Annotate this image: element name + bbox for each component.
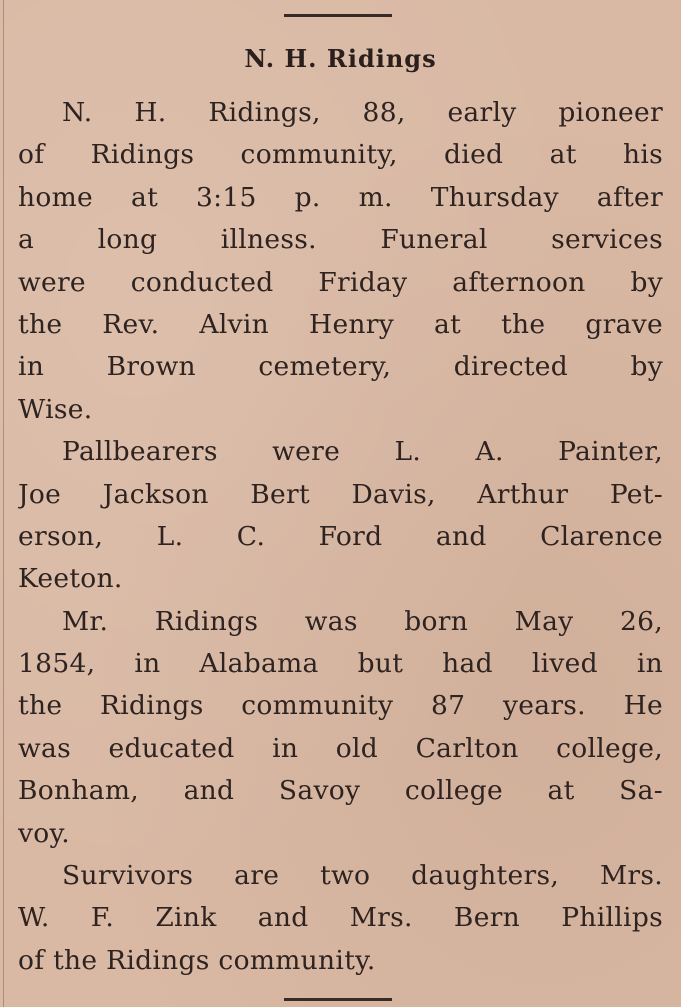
paragraph-biography: [18, 601, 663, 855]
text-line: 1854, in Alabama but had lived in: [18, 648, 663, 680]
paragraph-obituary: [18, 92, 663, 431]
text-line: was educated in old Carlton college,: [18, 732, 663, 764]
text-line: W. F. Zink and Mrs. Bern Phillips: [18, 902, 663, 934]
paragraph-survivors: [18, 855, 663, 982]
article-body: [18, 92, 663, 982]
text-line: Joe Jackson Bert Davis, Arthur Pet-: [18, 478, 663, 510]
text-line: Bonham, and Savoy college at Sa-: [18, 775, 663, 807]
text-line: of Ridings community, died at his: [18, 139, 663, 171]
text-line: N. H. Ridings, 88, early pioneer: [62, 97, 663, 128]
text-line: Keeton.: [18, 563, 123, 595]
text-line: of the Ridings community.: [18, 944, 376, 976]
text-line: the Ridings community 87 years. He: [18, 690, 663, 722]
column-rule: [3, 0, 4, 1007]
paragraph-pallbearers: [18, 431, 663, 601]
text-line: voy.: [18, 817, 71, 849]
bottom-divider: [284, 998, 392, 1001]
text-line: the Rev. Alvin Henry at the grave: [18, 308, 663, 340]
text-line: erson, L. C. Ford and Clarence: [18, 520, 663, 552]
text-line: a long illness. Funeral services: [18, 224, 663, 256]
headline: N. H. Ridings: [244, 44, 437, 73]
text-line: in Brown cemetery, directed by: [18, 351, 663, 383]
text-line: Wise.: [18, 393, 93, 425]
text-line: were conducted Friday afternoon by: [18, 266, 663, 298]
text-line: Mr. Ridings was born May 26,: [62, 605, 663, 637]
text-line: home at 3:15 p. m. Thursday after: [18, 181, 663, 213]
text-line: Pallbearers were L. A. Painter,: [62, 436, 663, 468]
top-divider: [284, 14, 392, 17]
text-line: Survivors are two daughters, Mrs.: [62, 860, 663, 892]
